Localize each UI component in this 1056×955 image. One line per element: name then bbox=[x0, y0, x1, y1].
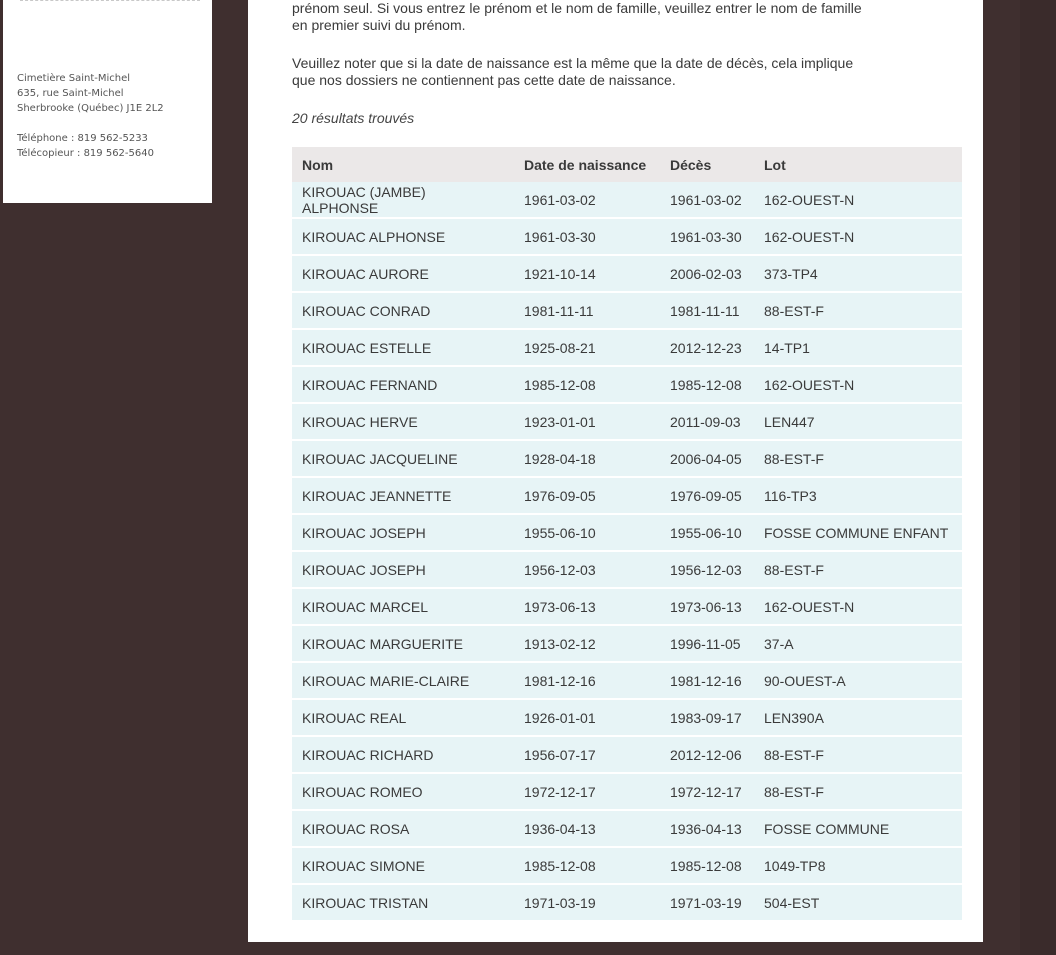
table-row bbox=[292, 551, 962, 588]
instructions-line: que nos dossiers ne contiennent pas cette date de naissance. bbox=[292, 72, 676, 88]
cell-deces: 2012-12-23 bbox=[660, 329, 754, 366]
address-line-street: 635, rue Saint-Michel bbox=[17, 88, 124, 99]
cell-deces: 1981-12-16 bbox=[660, 662, 754, 699]
cell-naissance: 1936-04-13 bbox=[514, 810, 660, 847]
table-row bbox=[292, 403, 962, 440]
cell-deces: 1976-09-05 bbox=[660, 477, 754, 514]
cell-lot: 116-TP3 bbox=[754, 477, 962, 514]
instructions-line: Veuillez noter que si la date de naissance est la même que la date de décès, cela implique bbox=[292, 55, 854, 71]
sidebar-divider bbox=[20, 0, 200, 1]
contact-address bbox=[17, 71, 164, 161]
cell-nom: KIROUAC JEANNETTE bbox=[292, 477, 514, 514]
cell-naissance: 1973-06-13 bbox=[514, 588, 660, 625]
cell-naissance: 1985-12-08 bbox=[514, 847, 660, 884]
cell-lot: 88-EST-F bbox=[754, 440, 962, 477]
cell-nom: KIROUAC JOSEPH bbox=[292, 551, 514, 588]
cell-naissance: 1976-09-05 bbox=[514, 477, 660, 514]
table-row bbox=[292, 440, 962, 477]
cell-lot: FOSSE COMMUNE ENFANT bbox=[754, 514, 962, 551]
cell-nom: KIROUAC MARGUERITE bbox=[292, 625, 514, 662]
cell-nom: KIROUAC AURORE bbox=[292, 255, 514, 292]
cell-naissance: 1926-01-01 bbox=[514, 699, 660, 736]
table-header-row bbox=[292, 147, 962, 182]
cell-nom: KIROUAC MARCEL bbox=[292, 588, 514, 625]
cell-lot: 88-EST-F bbox=[754, 551, 962, 588]
cell-naissance: 1913-02-12 bbox=[514, 625, 660, 662]
cell-lot: 162-OUEST-N bbox=[754, 182, 962, 218]
cell-lot: 14-TP1 bbox=[754, 329, 962, 366]
cell-nom: KIROUAC SIMONE bbox=[292, 847, 514, 884]
table-row bbox=[292, 736, 962, 773]
column-header-nom[interactable]: Nom bbox=[292, 147, 514, 182]
results-table-body bbox=[292, 182, 962, 920]
cell-deces: 1961-03-02 bbox=[660, 182, 754, 218]
cell-nom: KIROUAC FERNAND bbox=[292, 366, 514, 403]
cell-nom: KIROUAC JOSEPH bbox=[292, 514, 514, 551]
cell-deces: 2006-02-03 bbox=[660, 255, 754, 292]
cell-lot: 90-OUEST-A bbox=[754, 662, 962, 699]
cell-deces: 1985-12-08 bbox=[660, 847, 754, 884]
column-header-lot[interactable]: Lot bbox=[754, 147, 962, 182]
cell-nom: KIROUAC MARIE-CLAIRE bbox=[292, 662, 514, 699]
column-header-deces[interactable]: Décès bbox=[660, 147, 754, 182]
results-count: 20 résultats trouvés bbox=[292, 110, 415, 126]
instructions-line: prénom seul. Si vous entrez le prénom et le nom de famille, veuillez entrer le nom de famille bbox=[292, 0, 862, 16]
cell-naissance: 1985-12-08 bbox=[514, 366, 660, 403]
cell-naissance: 1956-12-03 bbox=[514, 551, 660, 588]
cell-lot: 88-EST-F bbox=[754, 292, 962, 329]
cell-lot: 88-EST-F bbox=[754, 773, 962, 810]
cell-naissance: 1972-12-17 bbox=[514, 773, 660, 810]
cell-nom: KIROUAC RICHARD bbox=[292, 736, 514, 773]
cell-lot: 162-OUEST-N bbox=[754, 218, 962, 255]
cell-deces: 1936-04-13 bbox=[660, 810, 754, 847]
table-row bbox=[292, 218, 962, 255]
cell-naissance: 1923-01-01 bbox=[514, 403, 660, 440]
main-content-panel bbox=[248, 0, 983, 942]
cell-lot: 162-OUEST-N bbox=[754, 366, 962, 403]
sidebar-contact-box bbox=[3, 0, 212, 203]
cell-deces: 2006-04-05 bbox=[660, 440, 754, 477]
table-row bbox=[292, 810, 962, 847]
cell-deces: 1972-12-17 bbox=[660, 773, 754, 810]
table-row bbox=[292, 847, 962, 884]
table-row bbox=[292, 588, 962, 625]
table-row bbox=[292, 292, 962, 329]
table-row bbox=[292, 625, 962, 662]
cell-naissance: 1961-03-02 bbox=[514, 182, 660, 218]
instructions-line: en premier suivi du prénom. bbox=[292, 17, 466, 33]
cell-naissance: 1971-03-19 bbox=[514, 884, 660, 920]
table-row bbox=[292, 255, 962, 292]
cell-nom: KIROUAC TRISTAN bbox=[292, 884, 514, 920]
instructions-paragraph-name-order bbox=[292, 0, 932, 34]
cell-nom: KIROUAC ROSA bbox=[292, 810, 514, 847]
cell-deces: 1956-12-03 bbox=[660, 551, 754, 588]
cell-deces: 2012-12-06 bbox=[660, 736, 754, 773]
table-row bbox=[292, 329, 962, 366]
contact-fax: Télécopieur : 819 562-5640 bbox=[17, 148, 154, 159]
cell-nom: KIROUAC ESTELLE bbox=[292, 329, 514, 366]
cell-deces: 1981-11-11 bbox=[660, 292, 754, 329]
table-row bbox=[292, 699, 962, 736]
cell-deces: 1983-09-17 bbox=[660, 699, 754, 736]
cell-deces: 1985-12-08 bbox=[660, 366, 754, 403]
cell-naissance: 1956-07-17 bbox=[514, 736, 660, 773]
cell-deces: 1996-11-05 bbox=[660, 625, 754, 662]
cell-nom: KIROUAC JACQUELINE bbox=[292, 440, 514, 477]
cell-lot: FOSSE COMMUNE bbox=[754, 810, 962, 847]
table-row bbox=[292, 477, 962, 514]
table-row bbox=[292, 773, 962, 810]
table-row bbox=[292, 182, 962, 218]
cell-deces: 2011-09-03 bbox=[660, 403, 754, 440]
cell-nom: KIROUAC ROMEO bbox=[292, 773, 514, 810]
cell-lot: 162-OUEST-N bbox=[754, 588, 962, 625]
table-row bbox=[292, 884, 962, 920]
cell-nom: KIROUAC (JAMBE) ALPHONSE bbox=[292, 182, 514, 218]
cell-nom: KIROUAC HERVE bbox=[292, 403, 514, 440]
cell-lot: LEN390A bbox=[754, 699, 962, 736]
cell-nom: KIROUAC REAL bbox=[292, 699, 514, 736]
cell-lot: LEN447 bbox=[754, 403, 962, 440]
table-row bbox=[292, 366, 962, 403]
cell-lot: 1049-TP8 bbox=[754, 847, 962, 884]
cell-naissance: 1955-06-10 bbox=[514, 514, 660, 551]
cell-naissance: 1928-04-18 bbox=[514, 440, 660, 477]
address-line-city: Sherbrooke (Québec) J1E 2L2 bbox=[17, 103, 164, 114]
cell-lot: 504-EST bbox=[754, 884, 962, 920]
cell-deces: 1973-06-13 bbox=[660, 588, 754, 625]
cell-lot: 88-EST-F bbox=[754, 736, 962, 773]
table-row bbox=[292, 662, 962, 699]
cell-naissance: 1921-10-14 bbox=[514, 255, 660, 292]
column-header-naissance[interactable]: Date de naissance bbox=[514, 147, 660, 182]
cell-nom: KIROUAC ALPHONSE bbox=[292, 218, 514, 255]
page-right-edge bbox=[1020, 0, 1056, 955]
results-table bbox=[292, 147, 962, 920]
instructions-paragraph-birthdate-note bbox=[292, 55, 932, 89]
table-row bbox=[292, 514, 962, 551]
cell-naissance: 1981-11-11 bbox=[514, 292, 660, 329]
cell-naissance: 1981-12-16 bbox=[514, 662, 660, 699]
cell-deces: 1961-03-30 bbox=[660, 218, 754, 255]
contact-phone: Téléphone : 819 562-5233 bbox=[17, 133, 148, 144]
cell-nom: KIROUAC CONRAD bbox=[292, 292, 514, 329]
cell-lot: 373-TP4 bbox=[754, 255, 962, 292]
cell-deces: 1955-06-10 bbox=[660, 514, 754, 551]
cell-lot: 37-A bbox=[754, 625, 962, 662]
cell-naissance: 1925-08-21 bbox=[514, 329, 660, 366]
cell-naissance: 1961-03-30 bbox=[514, 218, 660, 255]
cell-deces: 1971-03-19 bbox=[660, 884, 754, 920]
address-line-name: Cimetière Saint-Michel bbox=[17, 73, 131, 84]
